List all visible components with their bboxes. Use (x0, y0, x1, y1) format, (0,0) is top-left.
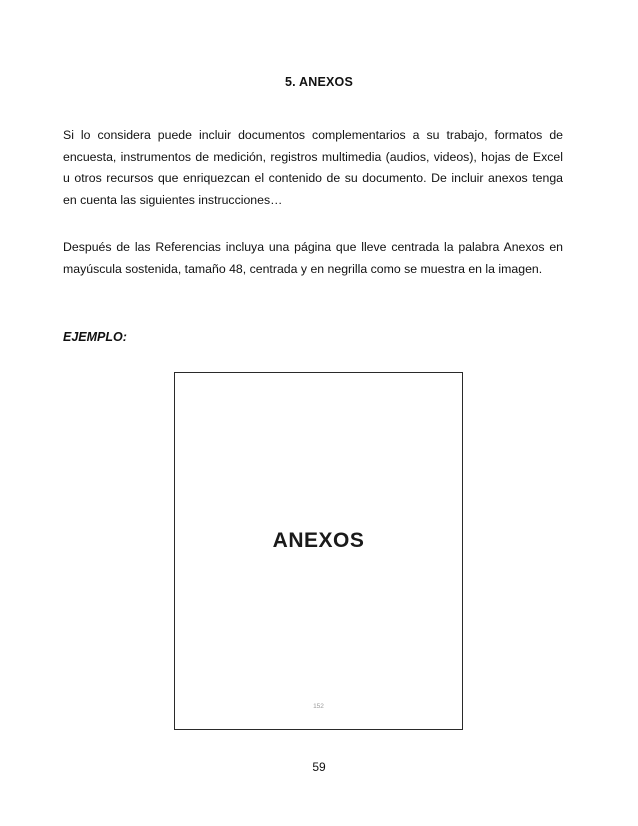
example-label: EJEMPLO: (63, 330, 127, 344)
example-page-title: ANEXOS (272, 529, 365, 552)
example-page-image (174, 372, 463, 730)
section-heading: 5. ANEXOS (284, 75, 354, 89)
example-page-number: 152 (313, 703, 324, 710)
instructions-paragraph: Después de las Referencias incluya una página que lleve centrada la palabra Anexos en mayúscula sostenida, tamaño 48, centrada y en negrilla como se muestra en la imagen. (63, 240, 563, 276)
intro-paragraph: Si lo considera puede incluir documentos complementarios a su trabajo, formatos de encuesta, instrumentos de medición, registros multimedia (audios, videos), hojas de Excel u otros recursos que enriquezcan el contenido de su documento. De incluir anexos tenga en cuenta las siguientes instrucciones… (63, 128, 563, 207)
page-number: 59 (312, 760, 326, 774)
